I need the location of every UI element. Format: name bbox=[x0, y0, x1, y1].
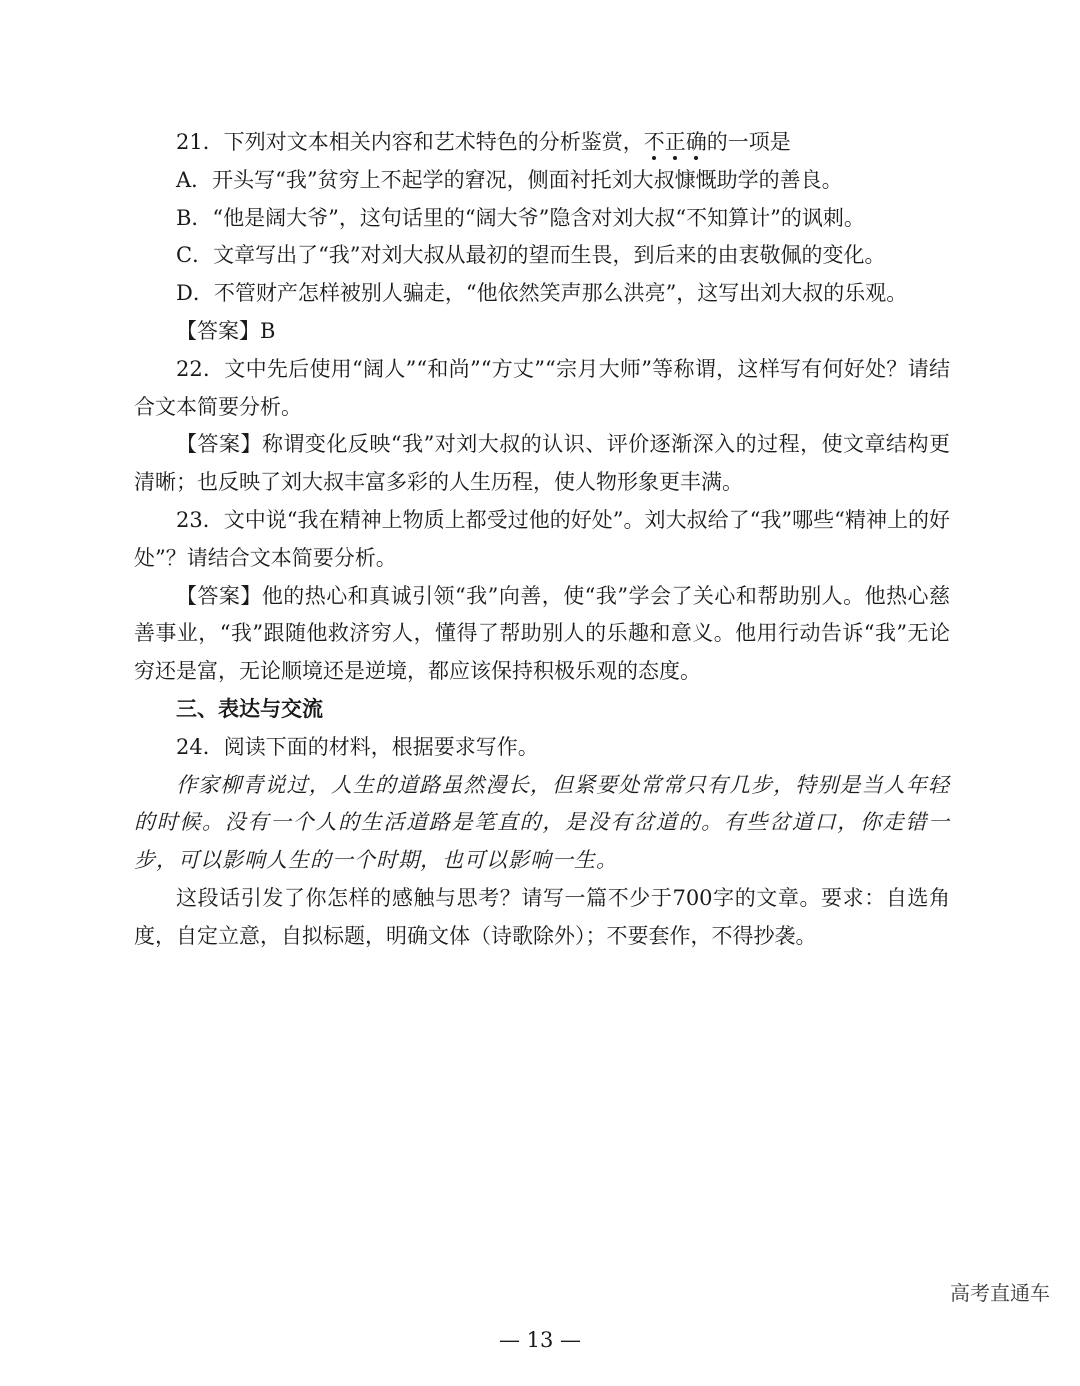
question-21-option-c: C．文章写出了“我”对刘大叔从最初的望而生畏，到后来的由衷敬佩的变化。 bbox=[176, 243, 886, 268]
question-24-requirement: 这段话引发了你怎样的感触与思考？请写一篇不少于700字的文章。要求：自选角度，自定立意，自拟标题，明确文体（诗歌除外）；不要套作，不得抄袭。 bbox=[134, 885, 950, 948]
question-23-answer: 【答案】他的热心和真诚引领“我”向善，使“我”学会了关心和帮助别人。他热心慈善事业，“我”跟随他救济穷人，懂得了帮助别人的乐趣和意义。他用行动告诉“我”无论穷还是富，无论顺境还是逆境，都应该保持积极乐观的态度。 bbox=[134, 583, 950, 684]
question-21-option-d: D．不管财产怎样被别人骗走，“他依然笑声那么洪亮”，这写出刘大叔的乐观。 bbox=[176, 281, 908, 306]
question-23-stem: 23．文中说“我在精神上物质上都受过他的好处”。刘大叔给了“我”哪些“精神上的好处”？请结合文本简要分析。 bbox=[134, 507, 950, 570]
section-heading: 三、表达与交流 bbox=[176, 696, 323, 721]
question-21-stem-end: 的一项是 bbox=[706, 130, 791, 154]
document-body bbox=[134, 124, 950, 956]
page-number: — 13 — bbox=[498, 1328, 582, 1352]
emphasis-char: 确 bbox=[685, 130, 707, 154]
question-24-stem: 24．阅读下面的材料，根据要求写作。 bbox=[176, 734, 539, 759]
question-21-option-b: B．“他是阔大爷”，这句话里的“阔大爷”隐含对刘大叔“不知算计”的讽刺。 bbox=[176, 205, 865, 230]
question-21-stem-text: 21．下列对文本相关内容和艺术特色的分析鉴赏， bbox=[176, 130, 644, 154]
emphasis-char: 正 bbox=[664, 130, 686, 154]
question-24-material: 作家柳青说过，人生的道路虽然漫长，但紧要处常常只有几步，特别是当人年轻的时候。没有一个人的生活道路是笔直的，是没有岔道的。有些岔道口，你走错一步，可以影响人生的一个时期，也可以影响一生。 bbox=[134, 772, 950, 873]
question-22-stem: 22．文中先后使用“阔人”“和尚”“方丈”“宗月大师”等称谓，这样写有何好处？请结合文本简要分析。 bbox=[134, 356, 950, 419]
question-21-stem bbox=[134, 124, 950, 162]
question-21-option-a: A．开头写“我”贫穷上不起学的窘况，侧面衬托刘大叔慷慨助学的善良。 bbox=[176, 167, 843, 192]
emphasis-char: 不 bbox=[643, 130, 665, 154]
watermark-text: 高考直通车 bbox=[950, 1281, 1050, 1305]
question-21-answer: 【答案】B bbox=[176, 318, 276, 343]
question-22-answer: 【答案】称谓变化反映“我”对刘大叔的认识、评价逐渐深入的过程，使文章结构更清晰；也反映了刘大叔丰富多彩的人生历程，使人物形象更丰满。 bbox=[134, 432, 950, 495]
